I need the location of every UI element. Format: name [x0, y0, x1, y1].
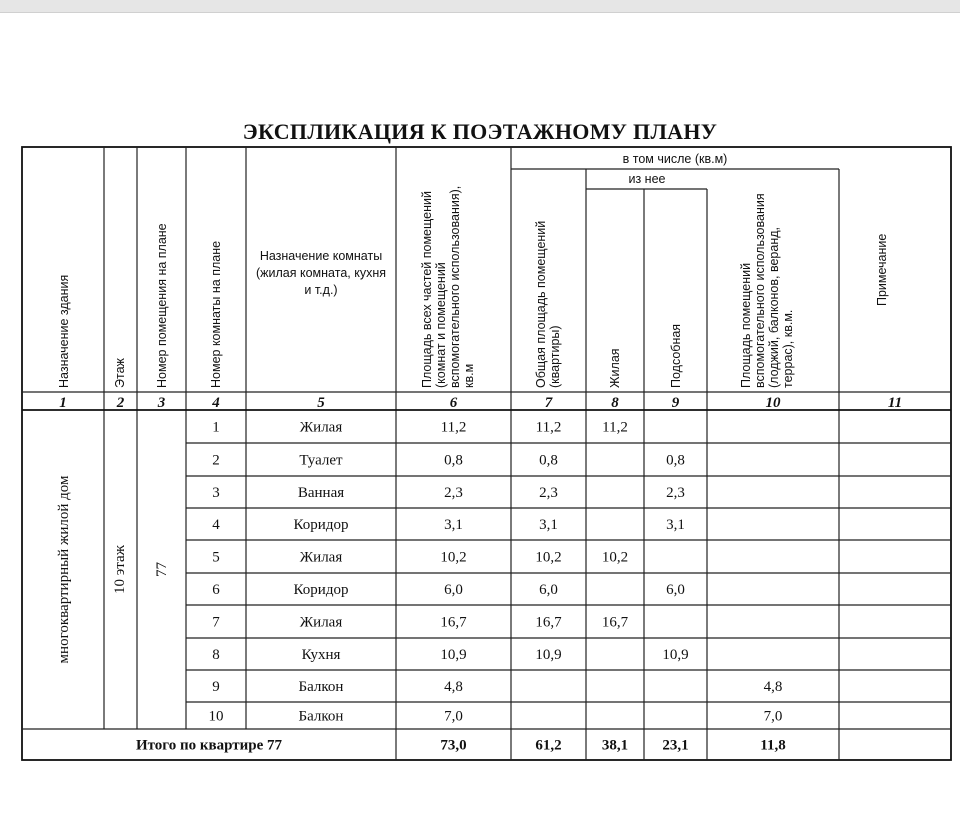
header-notes — [875, 234, 889, 306]
document-title: ЭКСПЛИКАЦИЯ К ПОЭТАЖНОМУ ПЛАНУ — [242, 119, 718, 144]
column-number-11: 11 — [887, 395, 903, 411]
column-number-4: 4 — [212, 395, 220, 411]
room-9-c6: 4,8 — [444, 679, 463, 695]
header-room-number — [209, 241, 223, 388]
room-number-3: 3 — [212, 485, 220, 501]
room-4-c9: 3,1 — [666, 517, 685, 533]
room-purpose-6: Коридор — [293, 582, 349, 598]
room-purpose-2: Туалет — [299, 452, 343, 469]
room-2-c9: 0,8 — [666, 452, 685, 469]
room-8-c7: 10,9 — [535, 647, 562, 663]
room-8-c6: 10,9 — [440, 647, 467, 663]
room-1-c7: 11,2 — [535, 419, 562, 436]
header-total-area — [420, 186, 476, 388]
header-total-area-line: Площадь всех частей помещений — [420, 191, 434, 388]
room-number-2: 2 — [212, 452, 220, 469]
header-apartment-number — [155, 223, 169, 388]
header-balcony-area-line: вспомогательного использования — [753, 193, 767, 388]
header-balcony-area-line: (лоджий, балконов, веранд, — [767, 227, 781, 388]
header-floor-line: Этаж — [113, 358, 127, 388]
room-number-5: 5 — [212, 549, 220, 566]
header-living-area — [608, 348, 622, 388]
room-6-c7: 6,0 — [539, 582, 558, 598]
apartment-number-cell: 77 — [154, 562, 170, 577]
header-building-purpose — [57, 275, 71, 388]
room-purpose-5: Жилая — [299, 549, 343, 566]
header-total-area-line: кв.м — [462, 363, 476, 388]
room-7-c7: 16,7 — [535, 614, 562, 631]
room-6-c9: 6,0 — [666, 582, 685, 598]
room-number-6: 6 — [212, 582, 220, 598]
header-apartment-number-line: Номер помещения на плане — [155, 223, 169, 388]
header-total-area-line: вспомогательного использования), — [448, 185, 462, 388]
room-3-c6: 2,3 — [444, 485, 463, 501]
header-room-purpose: Назначение комнаты — [259, 249, 383, 263]
room-purpose-1: Жилая — [299, 419, 343, 436]
header-total-apartment-area — [534, 221, 562, 388]
room-purpose-8: Кухня — [301, 647, 341, 663]
room-10-c6: 7,0 — [444, 708, 463, 725]
total-label: Итого по квартире 77 — [135, 737, 283, 754]
room-5-c8: 10,2 — [601, 549, 629, 566]
column-number-7: 7 — [544, 395, 553, 411]
header-living-area-line: Жилая — [608, 348, 622, 388]
header-auxiliary-area — [669, 324, 683, 388]
room-1-c6: 11,2 — [440, 419, 467, 436]
column-number-8: 8 — [611, 395, 619, 411]
room-number-10: 10 — [208, 708, 224, 725]
room-purpose-9: Балкон — [298, 679, 344, 695]
room-5-c7: 10,2 — [535, 549, 562, 566]
total-c7: 61,2 — [535, 737, 562, 754]
header-room-purpose: (жилая комната, кухня — [256, 266, 386, 280]
room-4-c7: 3,1 — [539, 517, 558, 533]
room-2-c7: 0,8 — [539, 452, 558, 469]
header-total-apartment-area-line: (квартиры) — [548, 325, 562, 388]
room-10-c10: 7,0 — [763, 708, 783, 725]
total-c10: 11,8 — [760, 737, 786, 754]
header-balcony-area — [739, 193, 795, 388]
room-purpose-7: Жилая — [299, 614, 343, 631]
room-number-7: 7 — [212, 614, 220, 631]
room-number-8: 8 — [212, 647, 220, 663]
room-8-c9: 10,9 — [662, 647, 689, 663]
column-number-6: 6 — [449, 395, 458, 411]
room-number-4: 4 — [212, 517, 220, 533]
column-number-10: 10 — [765, 395, 781, 411]
column-number-5: 5 — [317, 395, 325, 411]
header-total-apartment-area-line: Общая площадь помещений — [534, 220, 548, 388]
total-c6: 73,0 — [440, 737, 467, 754]
header-total-area-line: (комнат и помещений — [434, 262, 448, 388]
room-purpose-10: Балкон — [298, 708, 344, 725]
header-of-which-group: из нее — [628, 172, 666, 186]
column-number-2: 2 — [116, 395, 125, 411]
column-number-1: 1 — [59, 395, 67, 411]
room-number-9: 9 — [212, 679, 220, 695]
room-7-c8: 16,7 — [601, 614, 629, 631]
header-notes-line: Примечание — [875, 233, 889, 306]
room-2-c6: 0,8 — [444, 452, 463, 469]
header-auxiliary-area-line: Подсобная — [669, 323, 683, 388]
room-4-c6: 3,1 — [444, 517, 463, 533]
header-including-group: в том числе (кв.м) — [622, 152, 728, 166]
header-room-number-line: Номер комнаты на плане — [209, 240, 223, 388]
room-3-c7: 2,3 — [539, 485, 558, 501]
column-number-3: 3 — [157, 395, 166, 411]
header-room-purpose: и т.д.) — [304, 283, 338, 297]
room-1-c8: 11,2 — [602, 419, 628, 436]
room-purpose-3: Ванная — [297, 485, 345, 501]
header-floor — [113, 357, 127, 388]
room-5-c6: 10,2 — [440, 549, 467, 566]
room-3-c9: 2,3 — [666, 485, 685, 501]
total-c9: 23,1 — [662, 737, 689, 754]
building-purpose-cell: многоквартирный жилой дом — [56, 475, 72, 664]
header-balcony-area-line: террас), кв.м. — [781, 309, 795, 388]
room-number-1: 1 — [212, 419, 220, 436]
header-balcony-area-line: Площадь помещений — [739, 262, 753, 388]
room-purpose-4: Коридор — [293, 517, 349, 533]
total-c8: 38,1 — [601, 737, 629, 754]
floor-cell: 10 этаж — [112, 545, 128, 594]
room-7-c6: 16,7 — [440, 614, 467, 631]
room-6-c6: 6,0 — [444, 582, 463, 598]
header-building-purpose-line: Назначение здания — [57, 274, 71, 388]
column-number-9: 9 — [671, 395, 680, 411]
room-9-c10: 4,8 — [763, 679, 783, 695]
